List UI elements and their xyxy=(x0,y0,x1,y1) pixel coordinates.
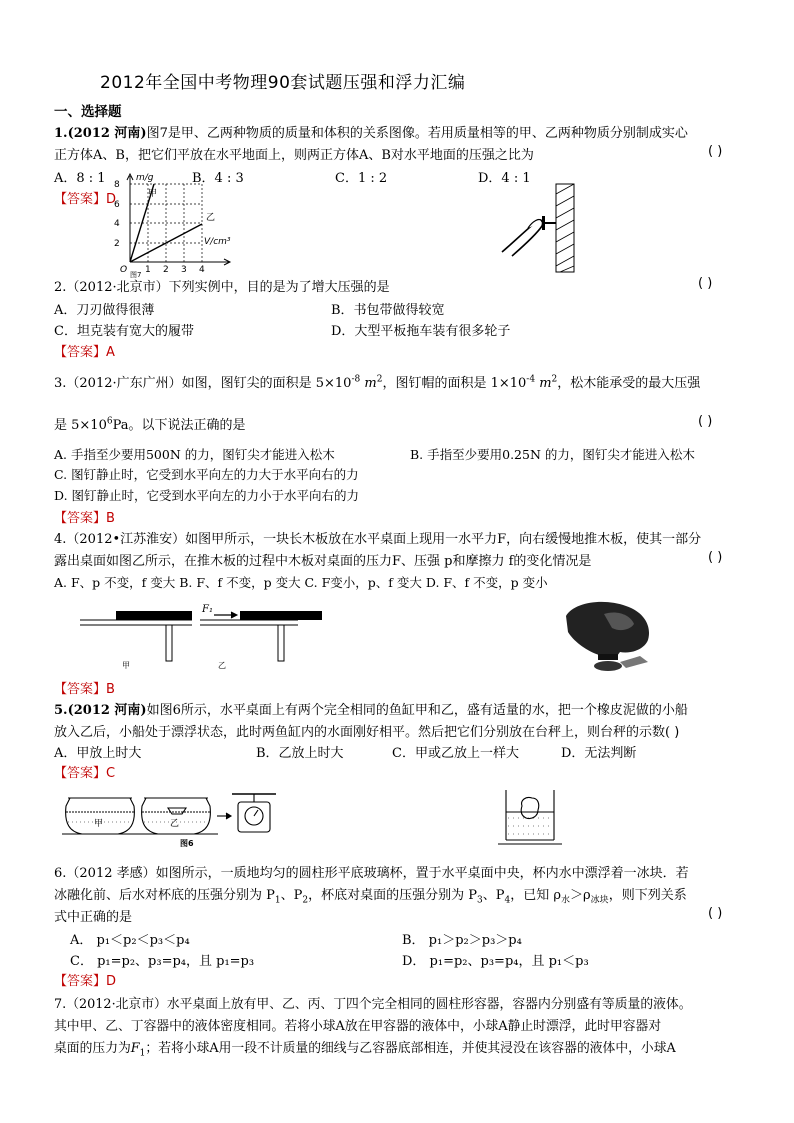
q1-line1 xyxy=(54,122,688,141)
q5-option-a: A．甲放上时大 xyxy=(54,746,142,761)
graph-ytick: 2 xyxy=(114,239,120,249)
q3-unit: m xyxy=(364,376,377,391)
q6-text-part: ，已知 ρ xyxy=(510,888,561,903)
q6-line2: 冰融化前、后水对杯底的压强分别为 $P_1$、$P_2$，杯底对桌面的压强分别为 $P_3$、$P_4$，已知 $\rho_水>\rho_{冰块}$，则下列关系 xyxy=(54,888,687,906)
fig-label-b: 乙 xyxy=(218,661,226,670)
q7-line3 xyxy=(54,1037,676,1059)
glass-with-ice-illustration xyxy=(496,786,564,848)
q6-subscript: 冰块 xyxy=(590,895,609,906)
q7-line2: 其中甲、乙、丁容器中的液体密度相同。若将小球A放在甲容器的液体中，小球A静止时漂浮，此时甲容器对 xyxy=(54,1019,662,1034)
fig-label-a: 甲 xyxy=(94,819,104,829)
q3-exponent: 6 xyxy=(106,416,113,427)
graph-y-label: m/g xyxy=(136,173,154,183)
q5-answer xyxy=(54,762,115,781)
graph-ytick: 8 xyxy=(114,180,120,190)
q3-answer xyxy=(54,507,115,526)
q3-line1: 3.（2012·广东广州）如图，图钉尖的面积是 $5\times 10^{-8}$ $m^2$，图钉帽的面积是 $1\times 10^{-4}$ $m^2$，松木能承受的最大压强 xyxy=(54,374,701,391)
q6-text-part: ＞ρ xyxy=(570,888,591,903)
q1-option-b: B．4 : 3 xyxy=(192,171,244,186)
mass-volume-graph xyxy=(108,170,238,278)
answer-value: D xyxy=(106,192,117,207)
answer-label: 【答案】 xyxy=(54,192,107,207)
q6-text-part: 、P xyxy=(482,888,505,903)
q1-line2: 正方体A、B，把它们平放在水平地面上，则两正方体A、B对水平地面的压强之比为 xyxy=(54,148,534,163)
graph-curve-label-b: 乙 xyxy=(206,213,216,223)
q5-line1 xyxy=(54,699,688,718)
answer-label: 【答案】 xyxy=(54,974,107,989)
q1-answer xyxy=(54,188,116,207)
q1-option-c: C．1 : 2 xyxy=(335,171,388,186)
graph-xtick: 3 xyxy=(181,265,187,275)
graph-x-label: V/cm³ xyxy=(204,237,231,247)
graph-xtick: 4 xyxy=(199,265,205,275)
answer-value: A xyxy=(106,345,115,360)
graph-caption: 图7 xyxy=(130,271,142,278)
q2-option-d: D．大型平板拖车装有很多轮子 xyxy=(331,324,511,339)
q4-line2: 露出桌面如图乙所示，在推木板的过程中木板对桌面的压力F、压强 p和摩擦力 f的变化情况是 xyxy=(54,554,592,569)
answer-value: B xyxy=(106,511,115,526)
fish-tanks-scale-illustration xyxy=(62,786,292,848)
q3-exponent: -4 xyxy=(526,374,536,385)
q3-text-part: ，松木能承受的最大压强 xyxy=(557,376,701,391)
answer-label: 【答案】 xyxy=(54,682,107,697)
q1-text: 图7是甲、乙两种物质的质量和体积的关系图像。若用质量相等的甲、乙两种物质分别制成实心 xyxy=(146,126,688,141)
fig-caption: 图6 xyxy=(180,839,194,848)
q3-text-part: 是 5×10 xyxy=(54,418,107,433)
q3-unit: m xyxy=(539,376,552,391)
q6-text-part: 冰融化前、后水对杯底的压强分别为 P xyxy=(54,888,275,903)
section-heading: 一、选择题 xyxy=(54,104,122,120)
q7-force-symbol: F xyxy=(130,1041,140,1056)
q6-line1: 6.（2012 孝感）如图所示，一质地均匀的圆柱形平底玻璃杯，置于水平桌面中央，杯内水中漂浮着一冰块．若 xyxy=(54,866,689,881)
graph-origin: O xyxy=(120,265,128,275)
q6-option-c: C． p₁=p₂、p₃=p₄，且 p₁=p₃ xyxy=(70,954,255,969)
q3-text-part: Pa。以下说法正确的是 xyxy=(112,418,246,433)
force-label: F₁ xyxy=(202,604,213,615)
q1-answer-paren: ( ) xyxy=(708,144,723,159)
q6-text-part: ，杯底对桌面的压强分别为 P xyxy=(308,888,477,903)
graph-xtick: 2 xyxy=(163,265,169,275)
q6-answer xyxy=(54,970,116,989)
q1-source: 1.(2012 河南) xyxy=(54,126,147,141)
fig-label-b: 乙 xyxy=(170,819,180,829)
graph-ytick: 6 xyxy=(114,200,120,210)
q7-text-part: ；若将小球A用一段不计质量的细线与乙容器底部相连，并使其浸没在该容器的液体中，小球A xyxy=(145,1041,676,1056)
q7-text-part: 桌面的压力为 xyxy=(54,1041,131,1056)
q4-line1: 4.（2012•江苏淮安）如图甲所示，一块长木板放在水平桌面上现用一水平力F，向右缓慢地推木板，使其一部分 xyxy=(54,532,702,547)
graph-curve-label-a: 甲 xyxy=(148,189,158,199)
thumbtack-wall-illustration xyxy=(498,182,576,274)
q1-option-a: A．8 : 1 xyxy=(54,171,106,186)
q5-option-d: D．无法判断 xyxy=(561,746,637,761)
answer-label: 【答案】 xyxy=(54,766,107,781)
q5-text: 如图6所示，水平桌面上有两个完全相同的鱼缸甲和乙，盛有适量的水，把一个橡皮泥做的小船 xyxy=(146,703,688,718)
answer-value: B xyxy=(106,682,115,697)
q6-answer-paren: ( ) xyxy=(708,906,723,921)
graph-xtick: 1 xyxy=(145,265,151,275)
board-on-table-illustration xyxy=(80,598,330,676)
q6-text-part: ，则下列关系 xyxy=(608,888,687,903)
q5-option-b: B．乙放上时大 xyxy=(256,746,344,761)
q2-option-a: A．刀刃做得很薄 xyxy=(54,303,155,318)
q3-option-d: D. 图钉静止时，它受到水平向左的力小于水平向右的力 xyxy=(54,488,360,503)
q4-options: A. F、p 不变，f 变大 B. F、f 不变，p 变大 C. F变小，p、f 变大 D. F、f 不变，p 变小 xyxy=(54,575,548,590)
answer-value: D xyxy=(106,974,117,989)
q6-option-d: D． p₁=p₂、p₃=p₄，且 p₁＜p₃ xyxy=(402,954,589,969)
q6-text-part: 、P xyxy=(280,888,303,903)
q7-force-subscript: 1 xyxy=(139,1048,146,1059)
q2-line1: 2.（2012·北京市）下列实例中，目的是为了增大压强的是 xyxy=(54,280,390,295)
q5-line2 xyxy=(54,721,679,740)
q1-option-d: D．4 : 1 xyxy=(478,171,531,186)
q6-option-b: B． p₁＞p₂＞p₃＞p₄ xyxy=(402,933,522,948)
q3-option-a: A. 手指至少要用500N 的力，图钉尖才能进入松木 xyxy=(54,447,335,462)
q6-line3: 式中正确的是 xyxy=(54,910,133,925)
q6-subscript: 水 xyxy=(561,895,571,906)
q3-option-b: B. 手指至少要用0.25N 的力，图钉尖才能进入松木 xyxy=(410,447,695,462)
q7-line1: 7.（2012·北京市）水平桌面上放有甲、乙、丙、丁四个完全相同的圆柱形容器，容器内分别盛有等质量的液体。 xyxy=(54,997,692,1012)
q2-answer xyxy=(54,341,115,360)
q4-answer-paren: ( ) xyxy=(708,550,723,565)
q3-text-part: ，图钉帽的面积是 1×10 xyxy=(382,376,527,391)
q6-option-a: A． p₁＜p₂＜p₃＜p₄ xyxy=(70,933,190,948)
q5-source: 5.(2012 河南) xyxy=(54,703,147,718)
answer-label: 【答案】 xyxy=(54,345,107,360)
q3-option-c: C. 图钉静止时，它受到水平向左的力大于水平向右的力 xyxy=(54,467,359,482)
graph-ytick: 4 xyxy=(114,219,120,229)
fig-label-a: 甲 xyxy=(122,661,130,670)
hand-pressing-pin-photo xyxy=(564,596,656,674)
page-title: 2012年全国中考物理90套试题压强和浮力汇编 xyxy=(100,73,466,93)
answer-label: 【答案】 xyxy=(54,511,107,526)
q3-answer-paren: ( ) xyxy=(698,414,713,429)
q4-answer xyxy=(54,678,115,697)
q2-option-b: B．书包带做得较宽 xyxy=(331,303,445,318)
q3-text-part: 3.（2012·广东广州）如图，图钉尖的面积是 5×10 xyxy=(54,376,352,391)
answer-value: C xyxy=(106,766,116,781)
q3-line2 xyxy=(54,414,246,433)
q5-option-c: C．甲或乙放上一样大 xyxy=(392,746,519,761)
q2-option-c: C．坦克装有宽大的履带 xyxy=(54,324,194,339)
q5-answer-paren: ) xyxy=(670,725,680,740)
q3-exponent: -8 xyxy=(351,374,361,385)
q5-text: 放入乙后，小船处于漂浮状态，此时两鱼缸内的水面刚好相平。然后把它们分别放在台秤上，则台秤的示数( xyxy=(54,725,671,740)
q2-answer-paren: ( ) xyxy=(698,276,713,291)
